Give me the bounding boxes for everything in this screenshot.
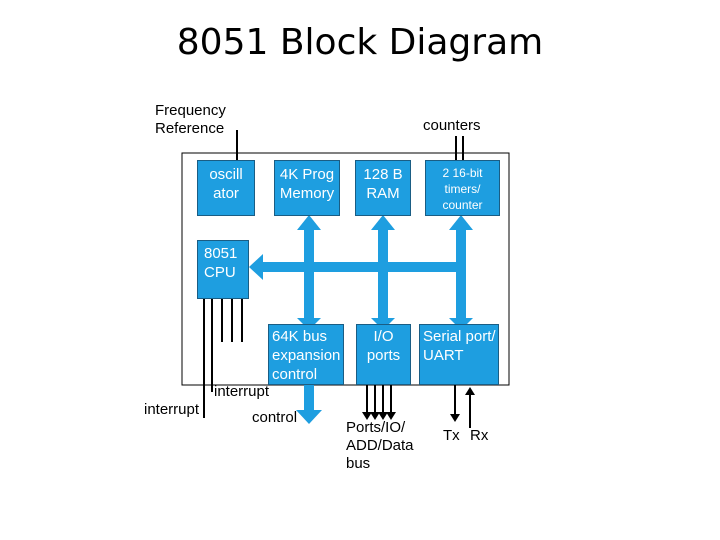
io-ports-block: I/O ports — [356, 324, 411, 385]
bus-branches-up — [297, 215, 473, 264]
port-pins — [362, 385, 396, 420]
ram-block: 128 B RAM — [355, 160, 411, 216]
bus-expansion-block: 64K bus expansion control — [268, 324, 344, 385]
bus-branches-down — [297, 270, 473, 330]
page-title: 8051 Block Diagram — [176, 22, 544, 63]
internal-bus — [249, 254, 466, 280]
program-memory-block: 4K Prog Memory — [274, 160, 340, 216]
interrupt-label-inner: interrupt — [214, 383, 270, 400]
ports-bus-label: Ports/IO/ ADD/Data bus — [346, 419, 414, 472]
serial-port-block: Serial port/ UART — [419, 324, 499, 385]
oscillator-block: oscill ator — [197, 160, 255, 216]
timers-block: 2 16-bit timers/ counter — [425, 160, 500, 216]
rx-label: Rx — [470, 427, 489, 444]
cpu-block: 8051 CPU — [197, 240, 249, 299]
tx-label: Tx — [443, 427, 460, 444]
bus-expansion-output — [296, 385, 322, 424]
frequency-reference-label: Frequency Reference — [155, 102, 226, 137]
interrupt-label-outer: interrupt — [144, 401, 200, 418]
counters-label: counters — [423, 117, 481, 134]
control-label: control — [252, 409, 298, 426]
tx-rx-lines — [450, 385, 475, 428]
